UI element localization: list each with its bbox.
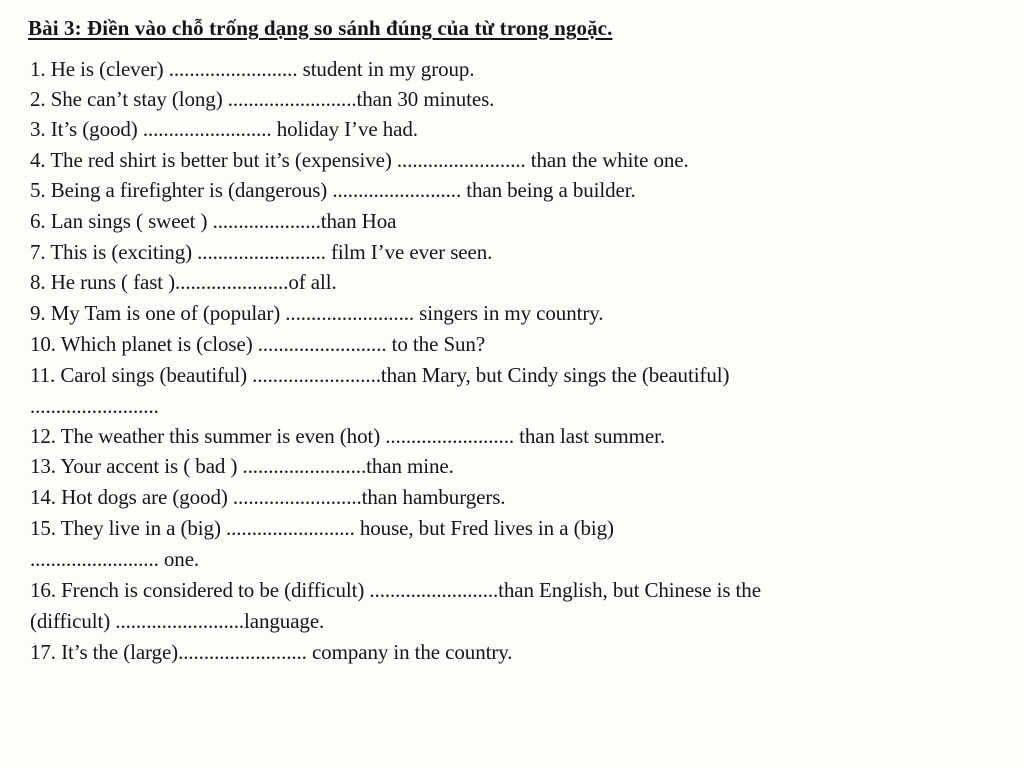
question-line-16-continued: (difficult) .........................language. [30, 609, 325, 633]
question-line-11: 11. Carol sings (beautiful) .........................than Mary, but Cindy sings the (beautiful) [30, 363, 730, 387]
question-line-14: 14. Hot dogs are (good) .........................than hamburgers. [30, 485, 506, 509]
question-line-16: 16. French is considered to be (difficult) .........................than English, but Chinese is the [30, 578, 761, 602]
question-line-6: 6. Lan sings ( sweet ) .....................than Hoa [30, 209, 397, 233]
question-line-2: 2. She can’t stay (long) .........................than 30 minutes. [30, 87, 495, 111]
question-line-12: 12. The weather this summer is even (hot) ......................... than last summer. [30, 424, 666, 448]
question-line-15-continued: ......................... one. [30, 547, 200, 571]
question-line-3: 3. It’s (good) ......................... holiday I’ve had. [30, 117, 418, 141]
question-line-15: 15. They live in a (big) ......................... house, but Fred lives in a (big) [30, 516, 614, 540]
question-line-17: 17. It’s the (large)......................... company in the country. [30, 640, 513, 664]
question-line-11-continued: ......................... [30, 394, 159, 418]
exercise-title: Bài 3: Điền vào chỗ trống dạng so sánh đúng của từ trong ngoặc. [28, 16, 613, 40]
question-line-8: 8. He runs ( fast )......................of all. [30, 270, 337, 294]
question-line-7: 7. This is (exciting) ......................... film I’ve ever seen. [30, 240, 493, 264]
question-line-1: 1. He is (clever) ......................... student in my group. [30, 57, 475, 81]
question-line-9: 9. My Tam is one of (popular) ......................... singers in my country. [30, 301, 604, 325]
question-line-10: 10. Which planet is (close) ......................... to the Sun? [30, 332, 486, 356]
question-line-4: 4. The red shirt is better but it’s (expensive) ......................... than the white one. [30, 148, 689, 172]
question-line-5: 5. Being a firefighter is (dangerous) ......................... than being a builder. [30, 178, 636, 202]
question-line-13: 13. Your accent is ( bad ) ........................than mine. [30, 454, 454, 478]
